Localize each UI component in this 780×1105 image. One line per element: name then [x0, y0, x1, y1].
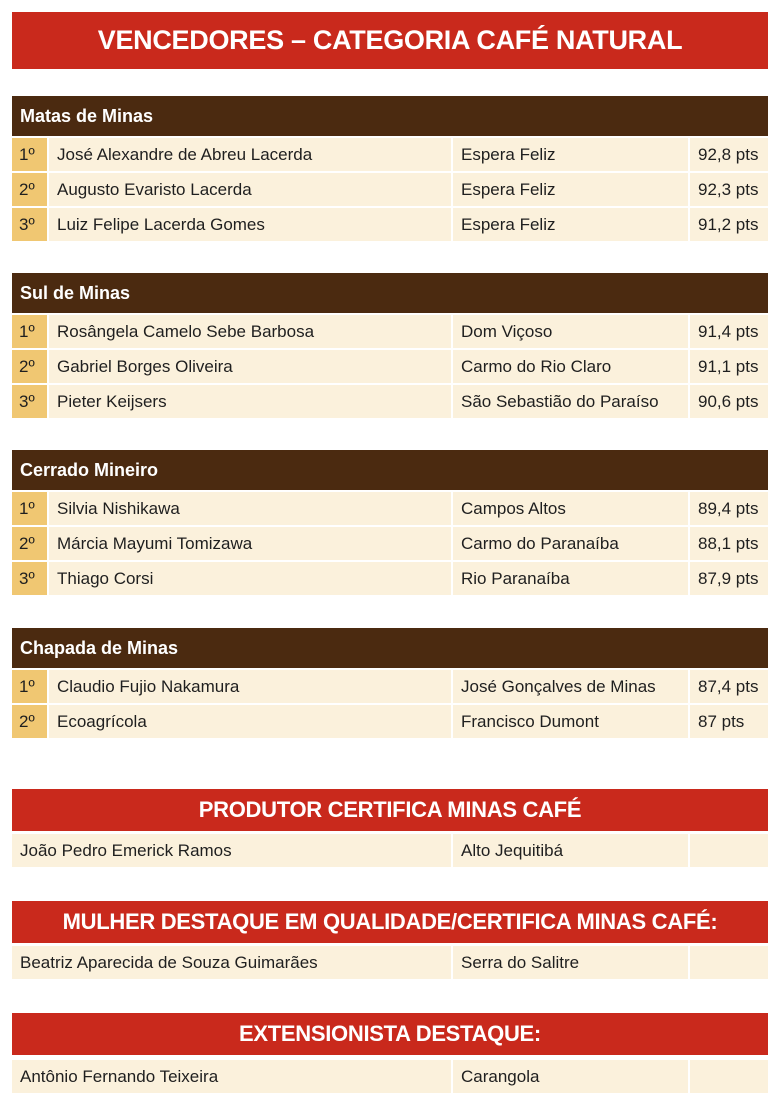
rank-cell: 2º — [12, 350, 47, 383]
score-cell: 91,2 pts — [690, 208, 768, 241]
rank-cell: 2º — [12, 527, 47, 560]
award-row — [12, 1060, 768, 1093]
table-row — [12, 138, 768, 171]
empty-cell — [690, 834, 768, 867]
table-row — [12, 527, 768, 560]
city-cell: Rio Paranaíba — [453, 562, 688, 595]
producer-name: Gabriel Borges Oliveira — [49, 350, 451, 383]
city-cell: Dom Viçoso — [453, 315, 688, 348]
empty-cell — [690, 946, 768, 979]
producer-name: Márcia Mayumi Tomizawa — [49, 527, 451, 560]
score-cell: 87 pts — [690, 705, 768, 738]
awardee-name: João Pedro Emerick Ramos — [12, 834, 451, 867]
city-cell: São Sebastião do Paraíso — [453, 385, 688, 418]
award-banner-extensionista: EXTENSIONISTA DESTAQUE: — [12, 1013, 768, 1055]
table-row — [12, 705, 768, 738]
table-row — [12, 173, 768, 206]
score-cell: 87,4 pts — [690, 670, 768, 703]
table-row — [12, 492, 768, 525]
rank-cell: 3º — [12, 385, 47, 418]
producer-name: Claudio Fujio Nakamura — [49, 670, 451, 703]
region-header: Matas de Minas — [12, 96, 768, 136]
award-row — [12, 946, 768, 979]
producer-name: Luiz Felipe Lacerda Gomes — [49, 208, 451, 241]
score-cell: 89,4 pts — [690, 492, 768, 525]
score-cell: 92,8 pts — [690, 138, 768, 171]
producer-name: Thiago Corsi — [49, 562, 451, 595]
score-cell: 92,3 pts — [690, 173, 768, 206]
city-cell: Campos Altos — [453, 492, 688, 525]
table-row — [12, 562, 768, 595]
city-cell: Espera Feliz — [453, 173, 688, 206]
page-title: VENCEDORES – CATEGORIA CAFÉ NATURAL — [12, 12, 768, 69]
award-row — [12, 834, 768, 867]
city-cell: José Gonçalves de Minas — [453, 670, 688, 703]
region-section-matas-de-minas — [12, 96, 768, 241]
city-cell: Espera Feliz — [453, 138, 688, 171]
city-cell: Carmo do Paranaíba — [453, 527, 688, 560]
score-cell: 90,6 pts — [690, 385, 768, 418]
region-section-sul-de-minas — [12, 273, 768, 418]
table-row — [12, 670, 768, 703]
rank-cell: 3º — [12, 562, 47, 595]
producer-name: Rosângela Camelo Sebe Barbosa — [49, 315, 451, 348]
rank-cell: 1º — [12, 138, 47, 171]
table-row — [12, 315, 768, 348]
table-row — [12, 385, 768, 418]
score-cell: 91,1 pts — [690, 350, 768, 383]
rank-cell: 1º — [12, 492, 47, 525]
score-cell: 87,9 pts — [690, 562, 768, 595]
region-header: Cerrado Mineiro — [12, 450, 768, 490]
region-header: Sul de Minas — [12, 273, 768, 313]
rank-cell: 1º — [12, 315, 47, 348]
region-section-cerrado-mineiro — [12, 450, 768, 595]
awardee-name: Antônio Fernando Teixeira — [12, 1060, 451, 1093]
score-cell: 88,1 pts — [690, 527, 768, 560]
city-cell: Serra do Salitre — [453, 946, 688, 979]
city-cell: Espera Feliz — [453, 208, 688, 241]
table-row — [12, 208, 768, 241]
award-banner-mulher-destaque: MULHER DESTAQUE EM QUALIDADE/CERTIFICA MINAS CAFÉ: — [12, 901, 768, 943]
city-cell: Alto Jequitibá — [453, 834, 688, 867]
rank-cell: 2º — [12, 173, 47, 206]
region-header: Chapada de Minas — [12, 628, 768, 668]
score-cell: 91,4 pts — [690, 315, 768, 348]
city-cell: Francisco Dumont — [453, 705, 688, 738]
city-cell: Carmo do Rio Claro — [453, 350, 688, 383]
awardee-name: Beatriz Aparecida de Souza Guimarães — [12, 946, 451, 979]
producer-name: Silvia Nishikawa — [49, 492, 451, 525]
rank-cell: 3º — [12, 208, 47, 241]
city-cell: Carangola — [453, 1060, 688, 1093]
award-banner-produtor: PRODUTOR CERTIFICA MINAS CAFÉ — [12, 789, 768, 831]
producer-name: Augusto Evaristo Lacerda — [49, 173, 451, 206]
producer-name: Pieter Keijsers — [49, 385, 451, 418]
rank-cell: 2º — [12, 705, 47, 738]
producer-name: Ecoagrícola — [49, 705, 451, 738]
empty-cell — [690, 1060, 768, 1093]
table-row — [12, 350, 768, 383]
rank-cell: 1º — [12, 670, 47, 703]
region-section-chapada-de-minas — [12, 628, 768, 738]
producer-name: José Alexandre de Abreu Lacerda — [49, 138, 451, 171]
